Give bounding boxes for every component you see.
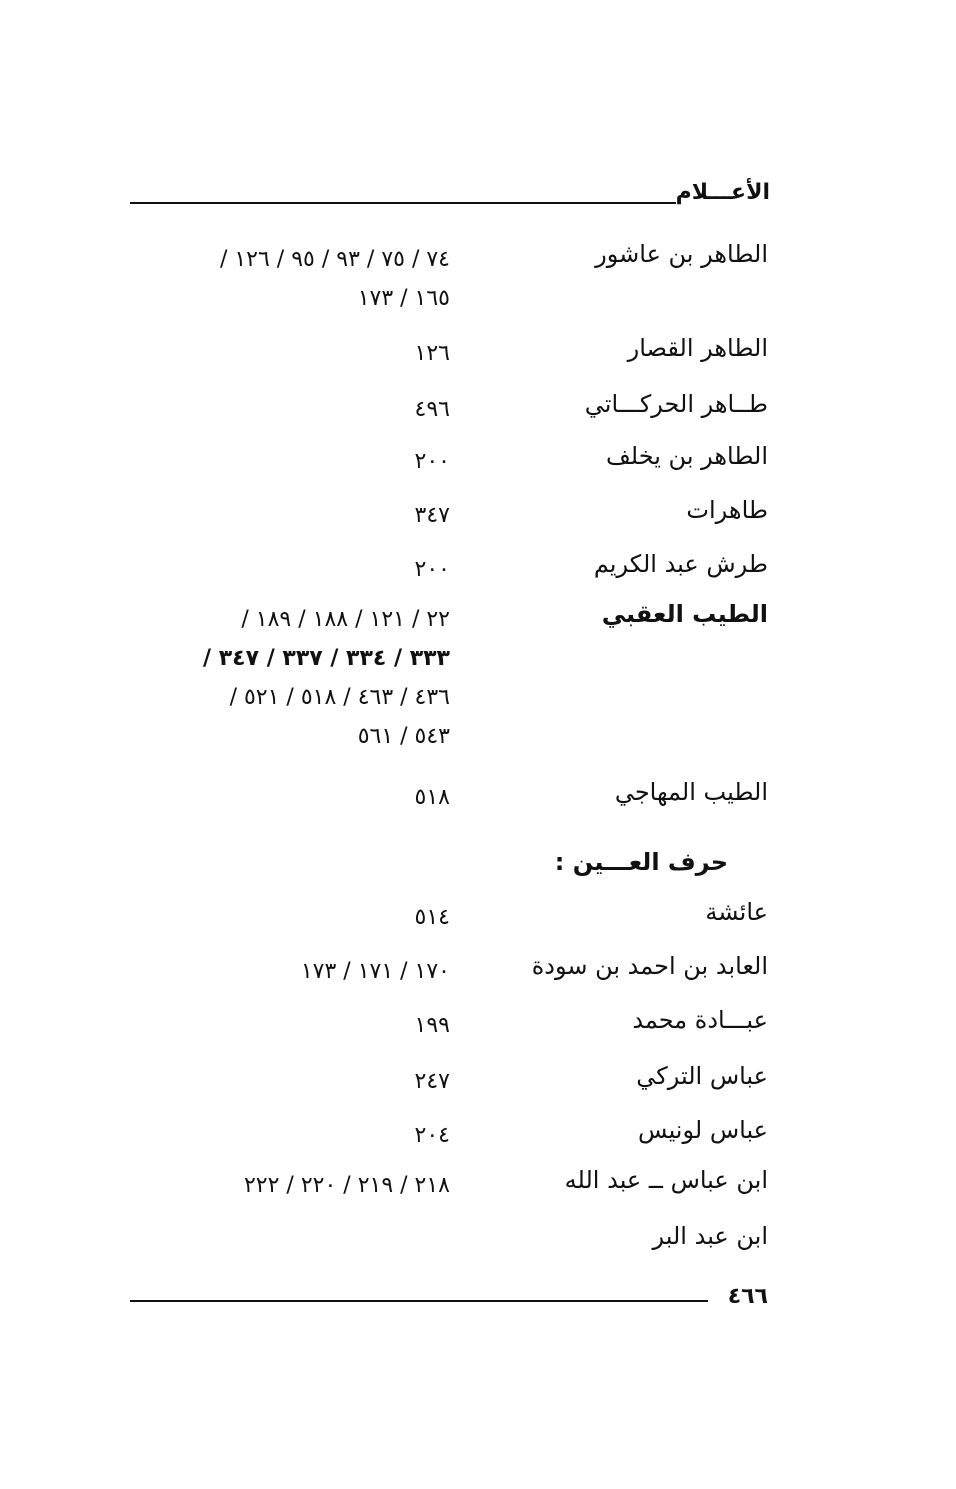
entry-name: عباس لونيس — [637, 1116, 768, 1144]
page-ref-line: ٢٢ / ١٢١ / ١٨٨ / ١٨٩ / — [241, 607, 450, 632]
entry-pages — [128, 952, 450, 991]
page-ref-line: ١٦٥ / ١٧٣ — [357, 286, 450, 311]
entry-name: ابن عباس ــ عبد الله — [564, 1166, 768, 1194]
entry-pages — [128, 390, 450, 429]
page-ref-line: ١٩٩ — [414, 1013, 450, 1038]
entry-pages — [128, 550, 450, 589]
entry-pages — [128, 1166, 450, 1205]
header-rule — [130, 202, 676, 204]
page-ref-line: ٥١٨ — [414, 785, 450, 810]
page-ref-line: ٣٤٧ — [414, 503, 450, 528]
entry-pages — [128, 1006, 450, 1045]
page-ref-line: ٣٣٣ / ٣٣٤ / ٣٣٧ / ٣٤٧ / — [203, 646, 450, 671]
page-ref-line: ٥١٤ — [414, 905, 450, 930]
entry-name: الطاهر بن عاشور — [595, 240, 768, 268]
entry-name: طــاهر الحركـــاتي — [584, 390, 768, 418]
page-ref-line: ١٢٦ — [414, 341, 450, 366]
entry-name: الطاهر القصار — [627, 334, 768, 362]
entry-pages — [128, 1116, 450, 1155]
entry-name: الطاهر بن يخلف — [605, 442, 768, 470]
entry-name: طاهرات — [686, 496, 768, 524]
entry-pages — [128, 240, 450, 318]
entry-name: العابد بن احمد بن سودة — [531, 952, 768, 980]
entry-pages — [128, 334, 450, 373]
page-ref-line: ٢٠٤ — [414, 1123, 450, 1148]
page-ref-line: ٥٤٣ / ٥٦١ — [357, 724, 450, 749]
section-heading: حرف العـــين : — [554, 848, 728, 876]
page-number: ٤٦٦ — [727, 1284, 768, 1309]
entry-pages — [128, 898, 450, 937]
entry-name: الطيب العقبي — [601, 600, 768, 628]
page-ref-line: ٤٣٦ / ٤٦٣ / ٥١٨ / ٥٢١ / — [229, 685, 450, 710]
page-ref-line: ١٧٠ / ١٧١ / ١٧٣ — [300, 959, 450, 984]
page-ref-line: ٢٠٠ — [414, 557, 450, 582]
entry-pages — [128, 778, 450, 817]
page-ref-line: ٧٤ / ٧٥ / ٩٣ / ٩٥ / ١٢٦ / — [219, 247, 450, 272]
running-header-title: الأعـــلام — [675, 180, 770, 205]
footer-rule — [130, 1300, 708, 1302]
entry-pages — [128, 496, 450, 535]
entry-pages — [128, 600, 450, 756]
entry-name: عباس التركي — [636, 1062, 768, 1090]
entry-name: الطيب المهاجي — [614, 778, 768, 806]
page-ref-line: ٤٩٦ — [414, 397, 450, 422]
page-ref-line: ٢٠٠ — [414, 449, 450, 474]
entry-name: عبـــادة محمد — [632, 1006, 768, 1034]
entry-name: عائشة — [705, 898, 768, 926]
entry-pages — [128, 442, 450, 481]
entry-name: ابن عبد البر — [652, 1222, 768, 1250]
page-ref-line: ٢١٨ / ٢١٩ / ٢٢٠ / ٢٢٢ — [243, 1173, 450, 1198]
entry-name: طرش عبد الكريم — [593, 550, 768, 578]
entry-pages — [128, 1062, 450, 1101]
page-ref-line: ٢٤٧ — [414, 1069, 450, 1094]
